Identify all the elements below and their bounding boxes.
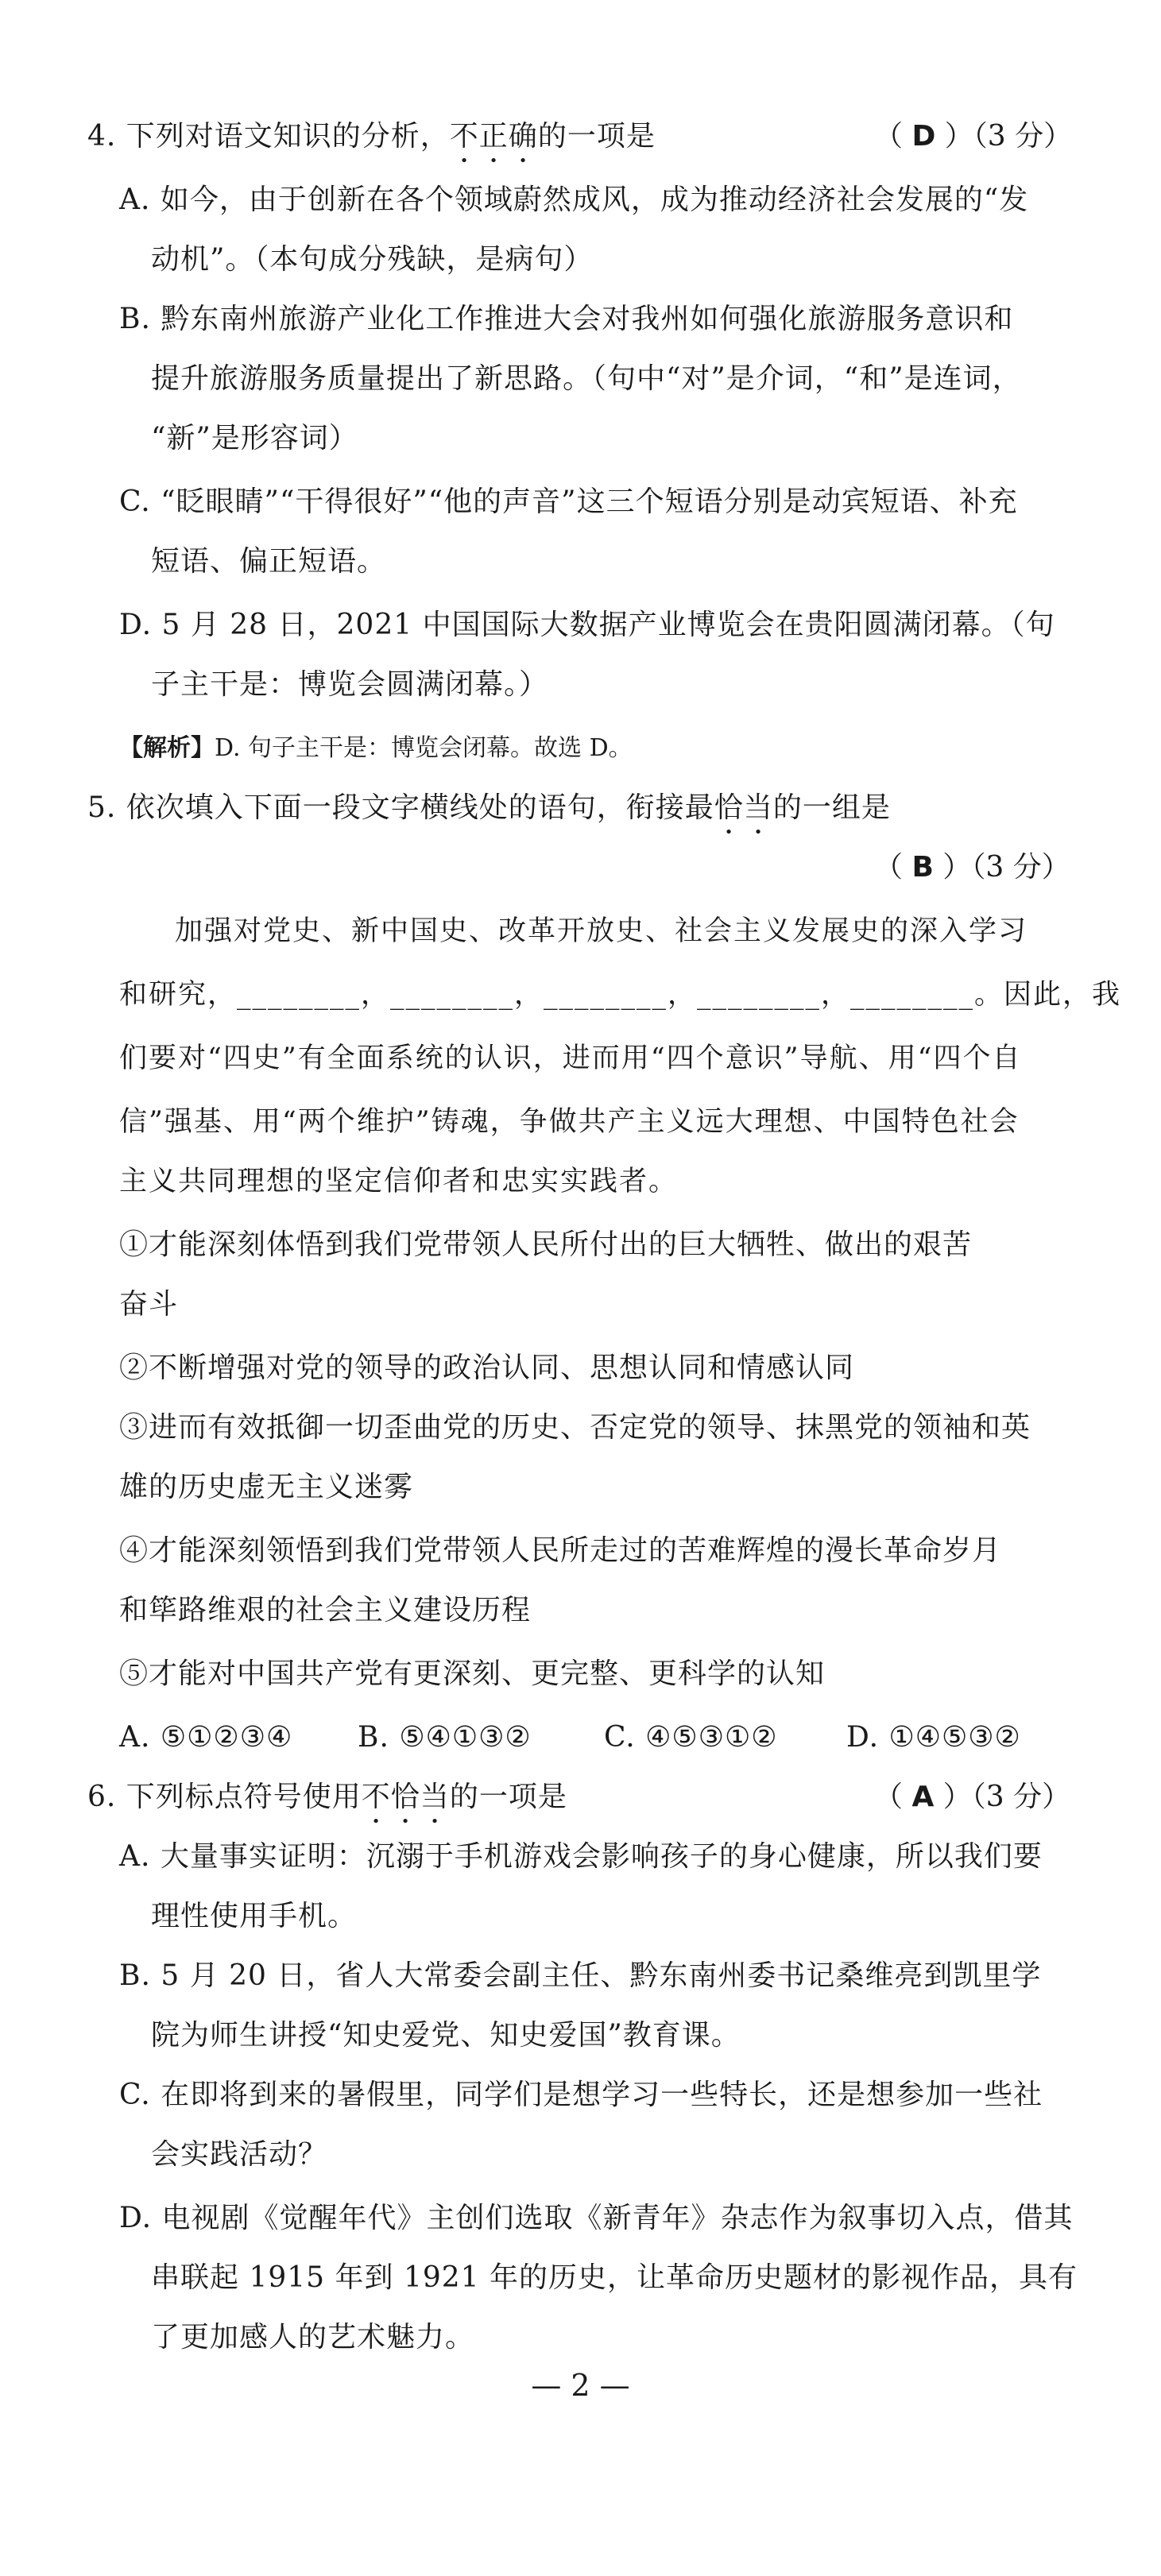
- q5-passage-line2: 和研究，________，________，________，________，________。因此，我: [119, 979, 1122, 1011]
- q5-answer-letter: B: [911, 851, 934, 884]
- q5-stem-pre: 5. 依次填入下面一段文字横线处的语句，衔接最: [87, 791, 714, 824]
- q4-stem-post: 的一项是: [537, 120, 656, 153]
- q4-explanation-tag: 【解析】: [119, 734, 215, 762]
- q5-item-1-line2: 奋斗: [119, 1288, 179, 1321]
- q6-stem-post: 的一项是: [449, 1781, 567, 1813]
- q4-answer-close: ）（3 分）: [935, 120, 1073, 153]
- q6-option-a-line2: 理性使用手机。: [151, 1900, 358, 1932]
- q5-stem-post: 的一组是: [772, 791, 891, 824]
- q4-option-d-line2: 子主干是：博览会圆满闭幕。）: [151, 668, 549, 701]
- q6-option-c-line2: 会实践活动？: [151, 2138, 328, 2171]
- q6-option-a-line1: A. 大量事实证明：沉溺于手机游戏会影响孩子的身心健康，所以我们要: [119, 1840, 1043, 1873]
- q5-item-1-line1: ①才能深刻体悟到我们党带领人民所付出的巨大牺牲、做出的艰苦: [119, 1228, 973, 1261]
- q4-option-a-line2: 动机”。（本句成分残缺，是病句）: [151, 243, 594, 276]
- q4-stem-emphasis: 不正确: [449, 120, 538, 153]
- q6-option-d-line1: D. 电视剧《觉醒年代》主创们选取《新青年》杂志作为叙事切入点，借其: [119, 2202, 1074, 2234]
- q6-option-d-line3: 了更加感人的艺术魅力。: [151, 2321, 475, 2354]
- q5-item-4-line1: ④才能深刻领悟到我们党带领人民所走过的苦难辉煌的漫长革命岁月: [119, 1534, 1002, 1567]
- q6-answer-close: ）（3 分）: [934, 1781, 1071, 1813]
- q5-answer-close: ）（3 分）: [933, 851, 1070, 884]
- q5-answer: [874, 849, 1070, 887]
- q4-option-d-line1: D. 5 月 28 日，2021 中国国际大数据产业博览会在贵阳圆满闭幕。（句: [119, 609, 1055, 641]
- q6-answer-letter: A: [911, 1781, 935, 1813]
- q4-answer-open: （: [874, 120, 912, 153]
- q6-option-b-line1: B. 5 月 20 日，省人大常委会副主任、黔东南州委书记桑维亮到凯里学: [119, 1959, 1042, 1992]
- q5-stem-emphasis: 恰当: [714, 791, 773, 824]
- q6-answer-open: （: [874, 1781, 912, 1813]
- q6-stem: [87, 1778, 567, 1830]
- q4-option-b-line3: “新”是形容词）: [151, 422, 358, 454]
- q4-option-a-line1: A. 如今，由于创新在各个领域蔚然成风，成为推动经济社会发展的“发: [119, 184, 1029, 216]
- q5-passage-line5: 主义共同理想的坚定信仰者和忠实实践者。: [119, 1166, 679, 1197]
- q6-stem-emphasis: 不恰当: [361, 1781, 450, 1813]
- q5-item-4-line2: 和筚路维艰的社会主义建设历程: [119, 1594, 532, 1626]
- q5-answer-open: （: [874, 851, 912, 884]
- q5-passage-line4: 信”强基、用“两个维护”铸魂，争做共产主义远大理想、中国特色社会: [119, 1106, 1020, 1138]
- q4-option-c-line1: C. “眨眼睛”“干得很好”“他的声音”这三个短语分别是动宾短语、补充: [119, 485, 1018, 518]
- q4-stem-pre: 4. 下列对语文知识的分析，: [87, 120, 450, 153]
- q4-answer: [874, 118, 1072, 156]
- q5-item-3-line1: ③进而有效抵御一切歪曲党的历史、否定党的领导、抹黑党的领袖和英: [119, 1411, 1031, 1444]
- q6-answer: [874, 1778, 1070, 1816]
- q4-stem: [87, 118, 656, 169]
- q4-answer-letter: D: [911, 120, 936, 153]
- q5-choice-d: D. ①④⑤③②: [846, 1721, 1021, 1754]
- q5-choice-c: C. ④⑤③①②: [604, 1721, 778, 1754]
- q5-stem: [87, 789, 891, 841]
- q6-option-d-line2: 串联起 1915 年到 1921 年的历史，让革命历史题材的影视作品，具有: [151, 2261, 1078, 2294]
- q5-choice-a: A. ⑤①②③④: [119, 1721, 293, 1754]
- q6-stem-pre: 6. 下列标点符号使用: [87, 1781, 362, 1813]
- q5-passage-line3: 们要对“四史”有全面系统的认识，进而用“四个意识”导航、用“四个自: [119, 1042, 1022, 1074]
- q6-option-b-line2: 院为师生讲授“知史爱党、知史爱国”教育课。: [151, 2019, 741, 2052]
- q5-item-3-line2: 雄的历史虚无主义迷雾: [119, 1471, 414, 1503]
- q4-explanation-text: D. 句子主干是：博览会闭幕。故选 D。: [215, 734, 633, 762]
- q5-item-2: ②不断增强对党的领导的政治认同、思想认同和情感认同: [119, 1352, 855, 1384]
- q4-option-b-line1: B. 黔东南州旅游产业化工作推进大会对我州如何强化旅游服务意识和: [119, 303, 1014, 335]
- q4-option-b-line2: 提升旅游服务质量提出了新思路。（句中“对”是介词，“和”是连词，: [151, 362, 1022, 395]
- q5-item-5: ⑤才能对中国共产党有更深刻、更完整、更科学的认知: [119, 1657, 826, 1690]
- page-number: — 2 —: [531, 2368, 630, 2403]
- q4-explanation: [119, 729, 633, 768]
- q5-choice-b: B. ⑤④①③②: [358, 1721, 532, 1754]
- q5-passage-line1: 加强对党史、新中国史、改革开放史、社会主义发展史的深入学习: [175, 915, 1028, 947]
- q6-option-c-line1: C. 在即将到来的暑假里，同学们是想学习一些特长，还是想参加一些社: [119, 2079, 1043, 2111]
- q4-option-c-line2: 短语、偏正短语。: [151, 545, 387, 578]
